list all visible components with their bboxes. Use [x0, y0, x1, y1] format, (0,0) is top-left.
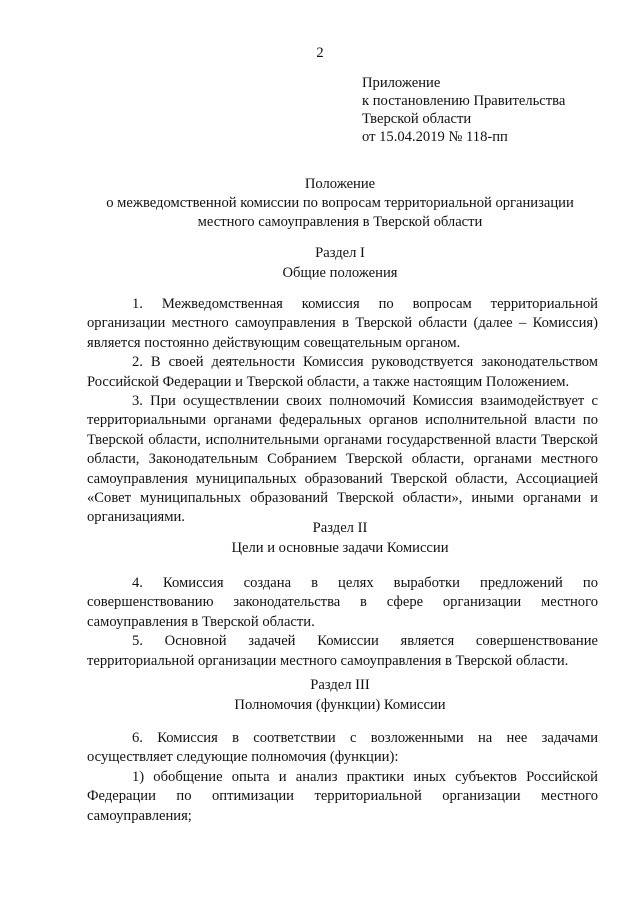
document-title — [80, 175, 600, 232]
title-line: местного самоуправления в Тверской области — [197, 214, 483, 230]
title-line: о межведомственной комиссии по вопросам территориальной организации — [106, 195, 574, 211]
appendix-line: от 15.04.2019 № 118-пп — [362, 129, 508, 145]
paragraph: 1) обобщение опыта и анализ практики иных субъектов Российской Федерации по оптимизации территориальной организации местного самоуправления; — [87, 768, 598, 824]
section-2-body — [87, 574, 598, 671]
section-subtitle: Полномочия (функции) Комиссии — [234, 696, 446, 713]
title-line: Положение — [304, 176, 376, 192]
appendix-line: к постановлению Правительства — [362, 93, 566, 109]
section-title: Раздел II — [312, 520, 368, 536]
appendix-line: Тверской области — [362, 111, 472, 127]
appendix-line: Приложение — [362, 75, 441, 91]
section-subtitle: Цели и основные задачи Комиссии — [231, 539, 449, 556]
paragraph: 2. В своей деятельности Комиссия руководствуется законодательством Российской Федерации и Тверской области, а также настоящим Положением. — [87, 354, 598, 390]
section-2-heading — [80, 519, 600, 558]
section-title: Раздел III — [310, 677, 370, 693]
paragraph: 5. Основной задачей Комиссии является совершенствование территориальной организации местного самоуправления в Тверской области. — [87, 633, 598, 669]
section-subtitle: Общие положения — [282, 264, 398, 281]
section-title: Раздел I — [315, 245, 365, 261]
paragraph: 1. Межведомственная комиссия по вопросам территориальной организации местного самоуправления в Тверской области (далее – Комиссия) является постоянно действующим совещательным органом. — [87, 296, 598, 351]
page-number: 2 — [316, 45, 324, 61]
section-1-body — [87, 295, 598, 528]
appendix-block — [362, 74, 632, 146]
section-3-heading — [80, 676, 600, 715]
paragraph: 6. Комиссия в соответствии с возложенными на нее задачами осуществляет следующие полномочия (функции): — [87, 730, 598, 766]
paragraph: 4. Комиссия создана в целях выработки предложений по совершенствованию законодательства в сфере организации местного самоуправления в Тверской области. — [87, 575, 598, 630]
section-3-body — [87, 729, 598, 826]
paragraph: 3. При осуществлении своих полномочий Комиссия взаимодействует с территориальными органами федеральных органов исполнительной власти по Тверской области, исполнительными органами государственной власти Тверской области, Законодательным Собранием Тверской области, органами местного самоуправления муниципальных образований Тверской области, Ассоциацией «Совет муниципальных образований Тверской области», иными органами и организациями. — [87, 393, 598, 526]
section-1-heading — [80, 244, 600, 283]
